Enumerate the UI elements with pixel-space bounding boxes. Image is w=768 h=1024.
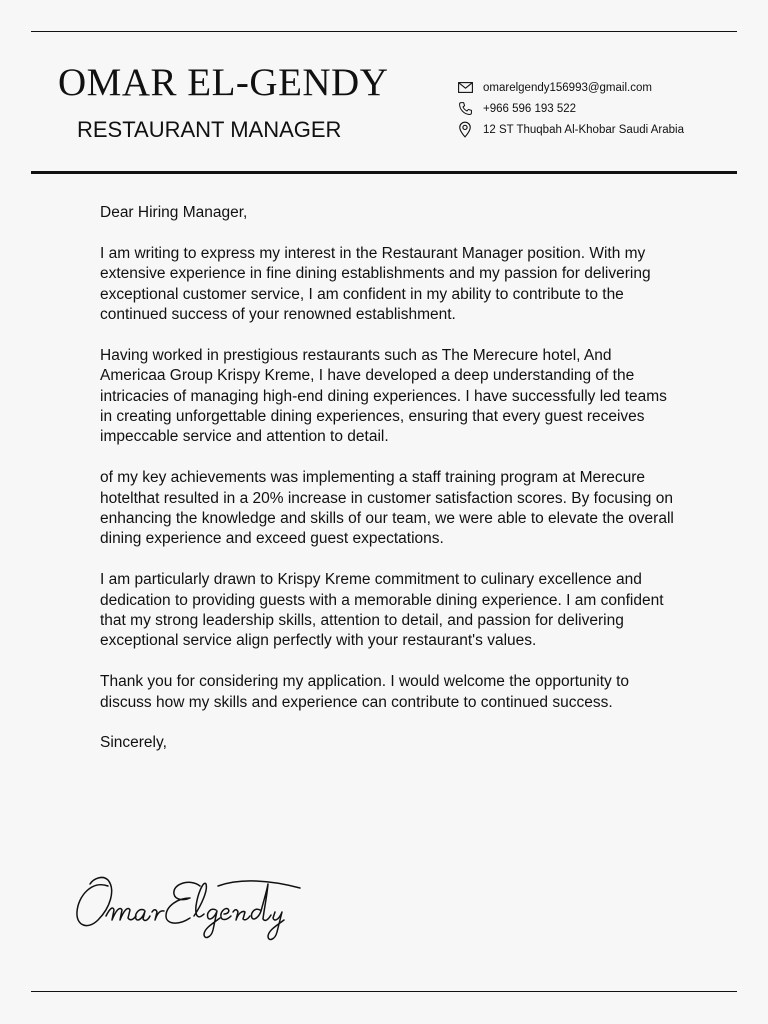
applicant-name: OMAR EL-GENDY bbox=[58, 61, 389, 104]
contact-phone bbox=[456, 98, 736, 119]
letter-paragraph: I am writing to express my interest in the Restaurant Manager position. With my extensive experience in fine dining establishments and my passion for delivering exceptional customer service, I am confident in my ability to contribute to the continued success of your renowned establishment. bbox=[100, 244, 651, 324]
location-pin-icon bbox=[456, 122, 474, 138]
phone-icon bbox=[456, 101, 474, 117]
contact-list bbox=[456, 77, 736, 140]
header-divider bbox=[31, 171, 737, 174]
letter-closing: Sincerely, bbox=[100, 734, 167, 752]
envelope-icon bbox=[456, 80, 474, 96]
job-title: RESTAURANT MANAGER bbox=[77, 117, 342, 142]
letter-paragraph: Thank you for considering my application. I would welcome the opportunity to discuss how my skills and experience can contribute to continued success. bbox=[100, 673, 630, 711]
letter-greeting: Dear Hiring Manager, bbox=[100, 204, 248, 221]
email-text: omarelgendy156993@gmail.com bbox=[483, 81, 652, 94]
top-divider bbox=[31, 31, 737, 32]
contact-email bbox=[456, 77, 736, 98]
letter-paragraph: I am particularly drawn to Krispy Kreme commitment to culinary excellence and dedication to providing guests with a memorable dining experience. I am confident that my strong leadership skills, attention to detail, and passion for delivering exceptional service align perfectly with your restaurant's values. bbox=[100, 571, 664, 650]
letter-body bbox=[100, 203, 680, 774]
address-text: 12 ST Thuqbah Al-Khobar Saudi Arabia bbox=[483, 123, 684, 136]
letter-paragraph: of my key achievements was implementing a staff training program at Merecure hotelthat resulted in a 20% increase in customer satisfaction scores. By focusing on enhancing the knowledge and skills of our team, we were able to elevate the overall dining experience and exceed guest expectations. bbox=[100, 469, 674, 548]
contact-address bbox=[456, 119, 736, 140]
handwritten-signature bbox=[70, 866, 320, 946]
bottom-divider bbox=[31, 991, 737, 992]
phone-text: +966 596 193 522 bbox=[483, 102, 577, 115]
letter-paragraph: Having worked in prestigious restaurants such as The Merecure hotel, And Americaa Group Krispy Kreme, I have developed a deep understanding of the intricacies of managing high-end dining experiences. I have successfully led teams in creating unforgettable dining experiences, ensuring that every guest receives impeccable service and attention to detail. bbox=[100, 346, 667, 446]
